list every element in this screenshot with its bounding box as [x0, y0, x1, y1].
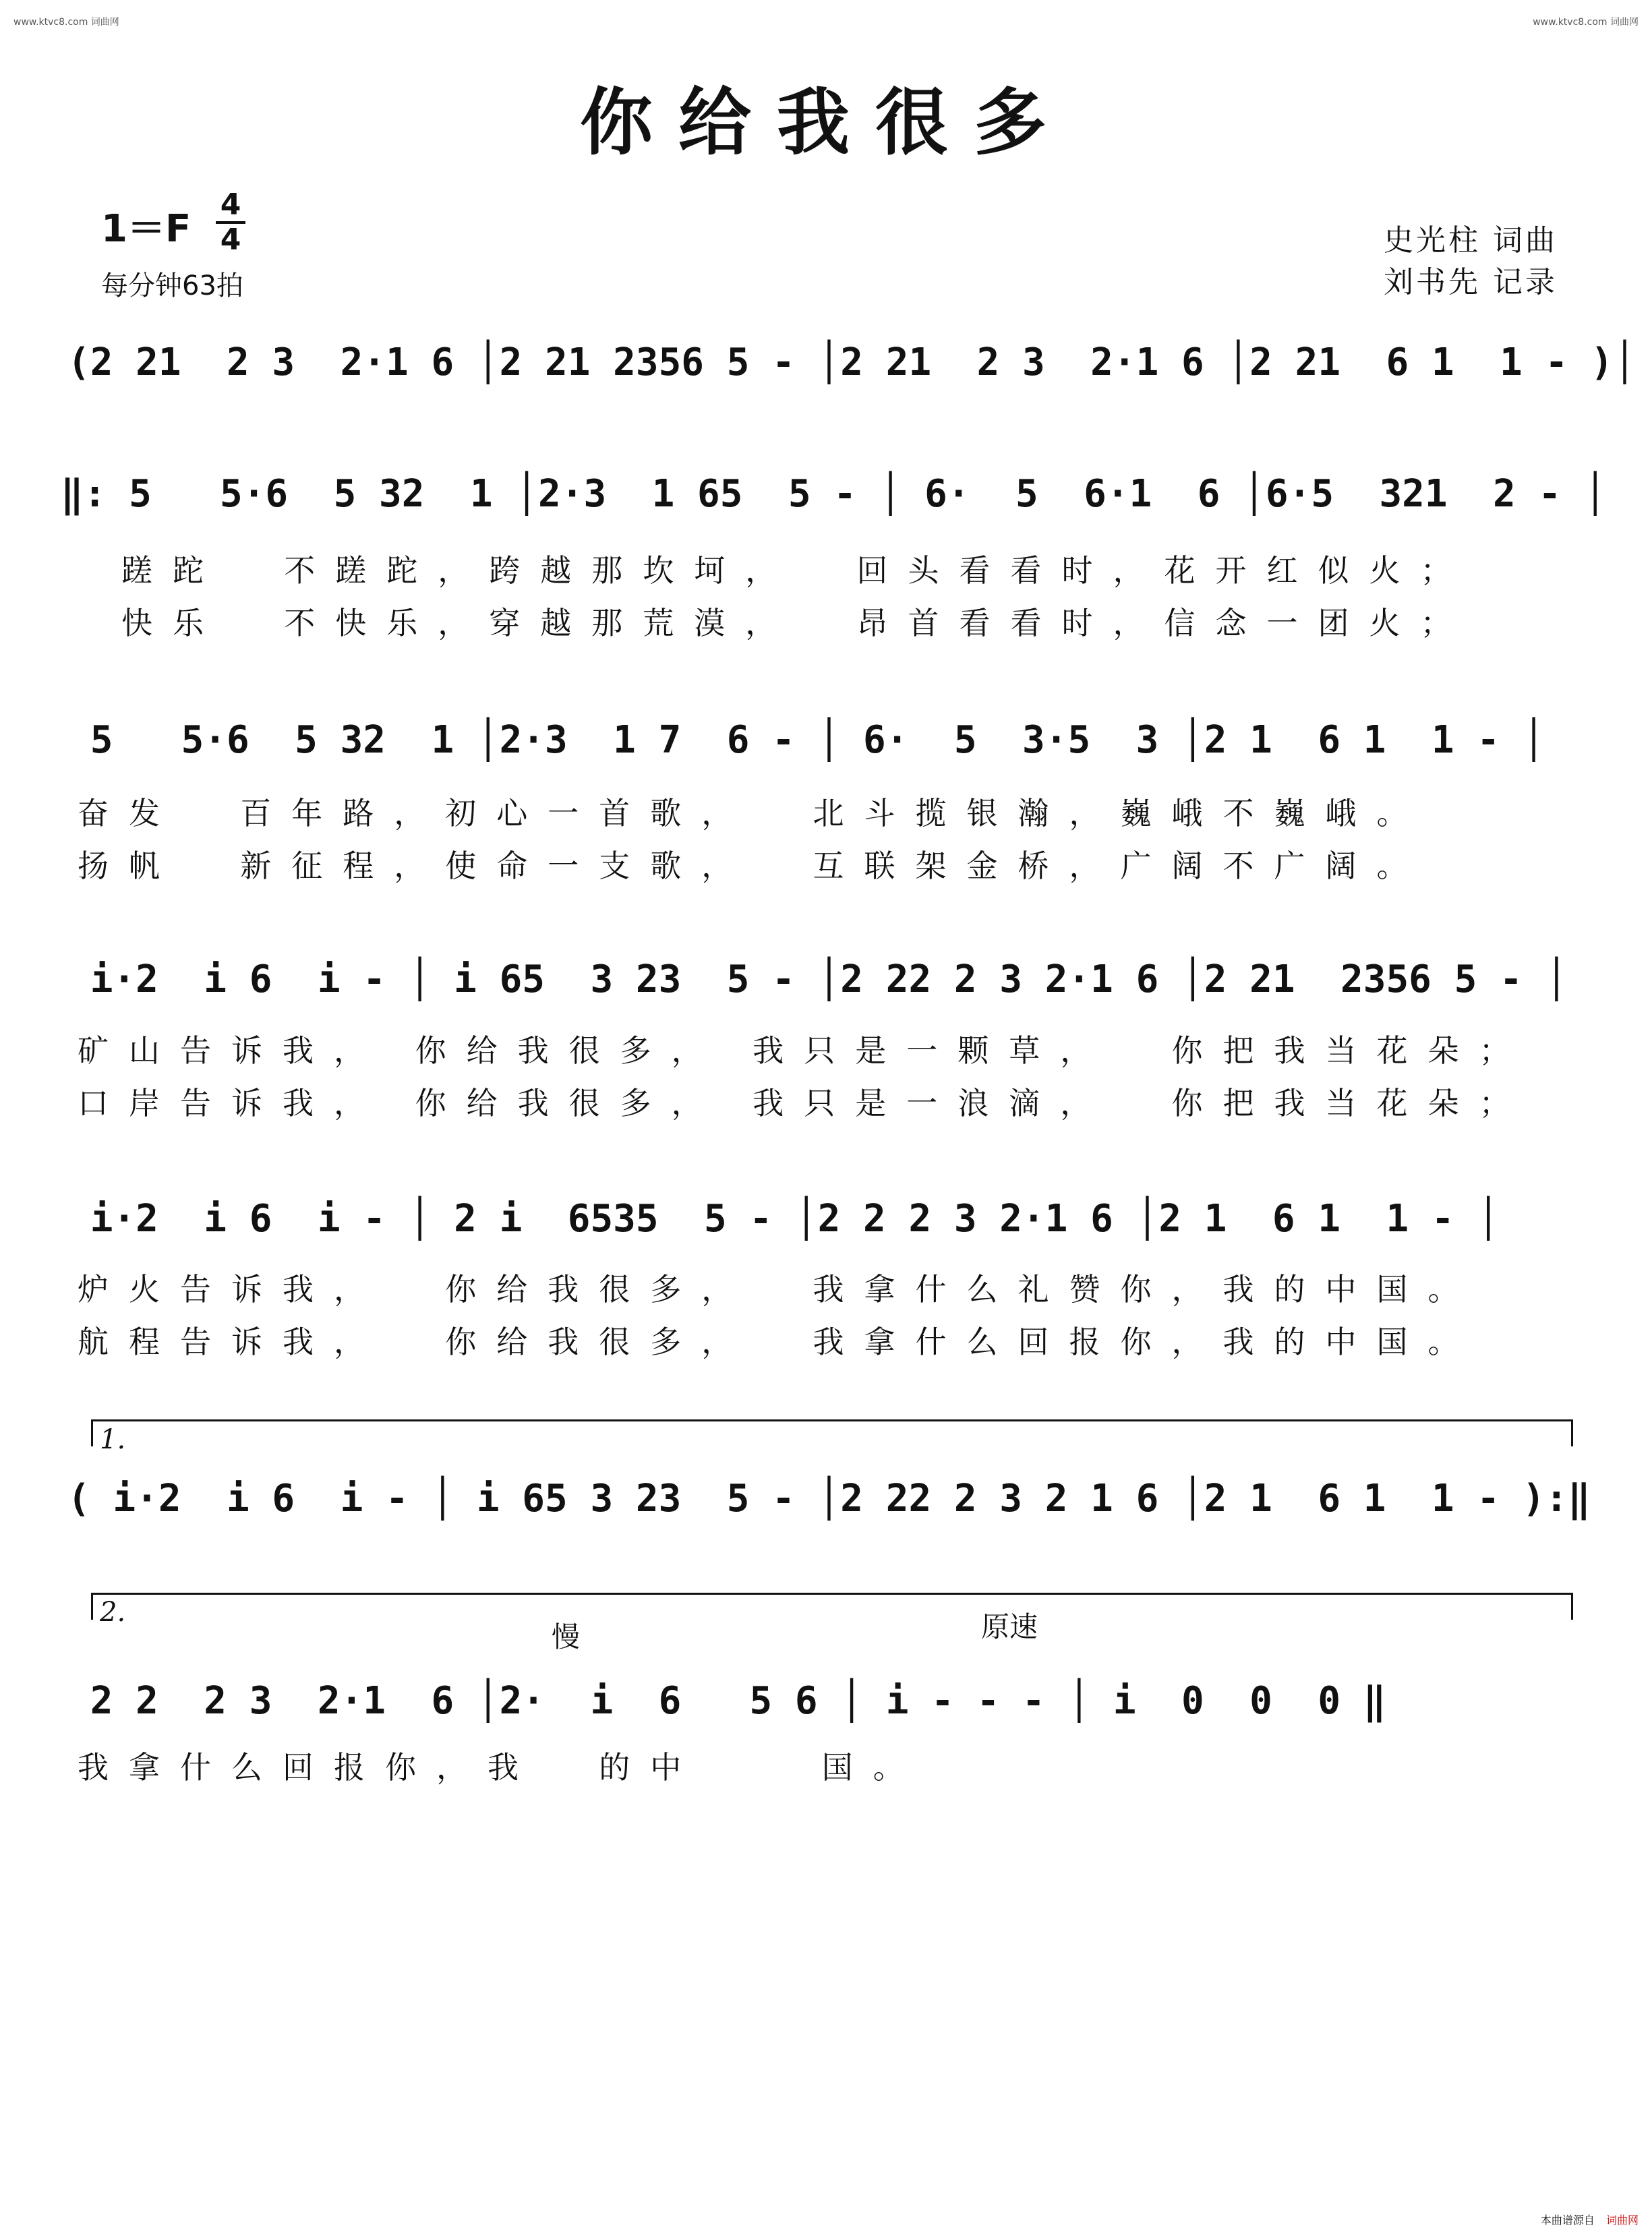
volta-label-1: 1. [100, 1424, 126, 1455]
tempo-mark-original: 原速 [981, 1610, 1038, 1643]
time-signature-top: 4 [220, 187, 241, 222]
lyric-line-4-verse-2: 航程告诉我， 你给我很多， 我拿什么回报你，我的中国。 [78, 1324, 1479, 1360]
volta-label-2: 2. [100, 1597, 126, 1628]
lyric-line-2-verse-2: 扬帆 新征程，使命一支歌， 互联架金桥，广阔不广阔。 [78, 848, 1428, 884]
tempo-marking: 每分钟63拍 [101, 270, 243, 301]
page-title: 你给我很多 [579, 80, 1072, 165]
volta-bracket-2-right [1571, 1593, 1573, 1620]
notation-system-4: i·2 i 6 i - │ 2 i 6535 5 - │2 2 2 3 2·1 6 │2 1 6 1 1 - │ [67, 1197, 1500, 1241]
watermark-left: www.ktvc8.com 词曲网 [13, 17, 119, 28]
time-signature [216, 187, 245, 257]
notation-system-intro: (2 21 2 3 2·1 6 │2 21 2356 5 - │2 21 2 3 2·1 6 │2 21 6 1 1 - )│ [67, 341, 1636, 384]
volta-bracket-1-right [1571, 1419, 1573, 1446]
notation-system-3: i·2 i 6 i - │ i 65 3 23 5 - │2 22 2 3 2·1 6 │2 21 2356 5 - │ [67, 958, 1568, 1001]
lyric-line-1-verse-1: 蹉跎 不蹉跎，跨越那坎坷， 回头看看时，花开红似火； [121, 552, 1472, 589]
notation-system-2: 5 5·6 5 32 1 │2·3 1 7 6 - │ 6· 5 3·5 3 │2 1 6 1 1 - │ [67, 718, 1545, 762]
volta-bracket-2 [91, 1593, 1571, 1595]
key-signature: 1＝F [101, 207, 191, 251]
footer-site-logo: 词曲网 [1605, 2214, 1639, 2227]
notation-system-first-ending: ( i·2 i 6 i - │ i 65 3 23 5 - │2 22 2 3 2 1 6 │2 1 6 1 1 - ):‖ [67, 1477, 1591, 1521]
time-signature-bottom: 4 [220, 223, 241, 257]
recorder-credit: 刘书先 记录 [1384, 265, 1558, 299]
lyric-line-4-verse-1: 炉火告诉我， 你给我很多， 我拿什么礼赞你，我的中国。 [78, 1271, 1479, 1307]
watermark-right: www.ktvc8.com 词曲网 [1533, 17, 1639, 28]
footer-source-label: 本曲谱源自 [1540, 2214, 1595, 2227]
tempo-mark-slow: 慢 [552, 1620, 581, 1653]
volta-bracket-1 [91, 1419, 1571, 1421]
volta-bracket-1-left [91, 1419, 93, 1446]
lyric-line-second-ending: 我拿什么回报你，我 的中 国。 [78, 1749, 924, 1786]
volta-bracket-2-left [91, 1593, 93, 1620]
notation-system-1: ‖: 5 5·6 5 32 1 │2·3 1 65 5 - │ 6· 5 6·1 6 │6·5 321 2 - │ [61, 472, 1607, 516]
lyric-line-1-verse-2: 快乐 不快乐，穿越那荒漠， 昂首看看时，信念一团火； [121, 605, 1472, 641]
lyric-line-3-verse-2: 口岸告诉我， 你给我很多， 我只是一浪滴， 你把我当花朵； [78, 1085, 1531, 1121]
notation-system-second-ending: 2 2 2 3 2·1 6 │2· i 6 5 6 │ i - - - │ i 0 0 0 ‖ [67, 1679, 1386, 1723]
lyric-line-2-verse-1: 奋发 百年路，初心一首歌， 北斗揽银瀚，巍峨不巍峨。 [78, 795, 1428, 831]
footer-source [1541, 2212, 1639, 2227]
lyricist-credit: 史光柱 词曲 [1384, 223, 1558, 258]
lyric-line-3-verse-1: 矿山告诉我， 你给我很多， 我只是一颗草， 你把我当花朵； [78, 1032, 1531, 1069]
